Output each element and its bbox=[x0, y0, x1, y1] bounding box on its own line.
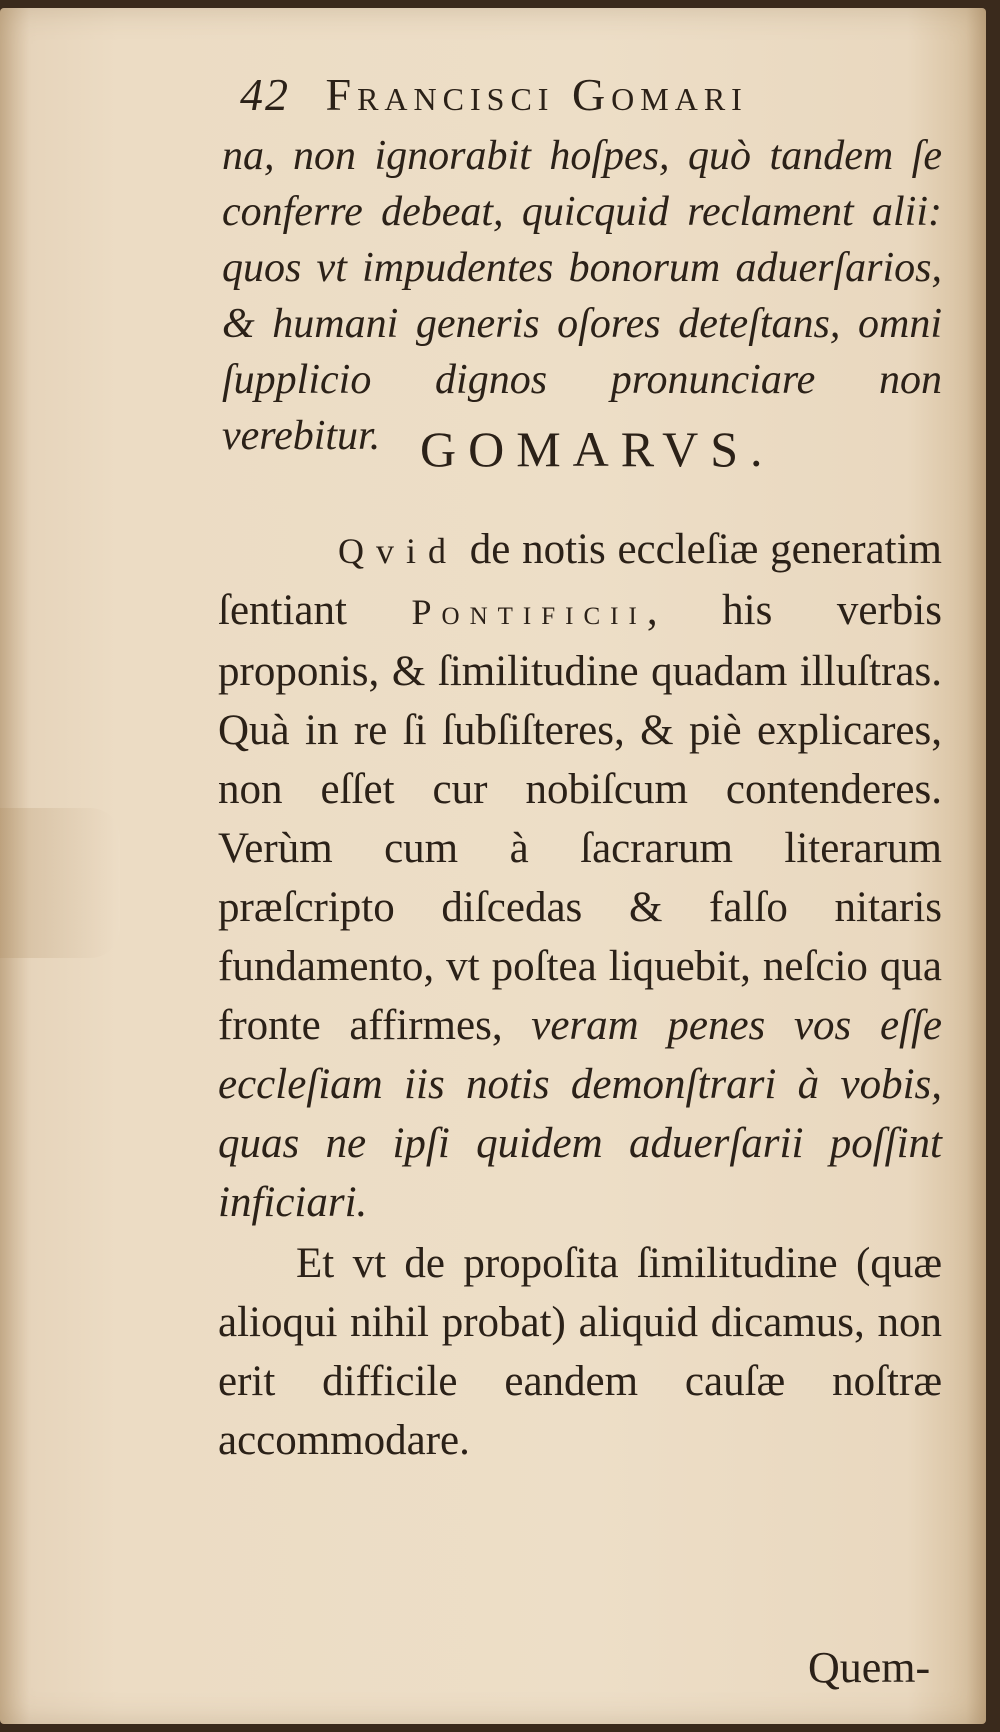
pontificii-name: Pontificii bbox=[411, 592, 647, 632]
italic-quotation: veram penes vos eſſe eccleſiam iis notis demonſtrari à vobis, quas ne ipſi quidem aduerſarii poſſint inficiari. bbox=[218, 1002, 943, 1226]
paragraph-1-text-b: , his verbis proponis, & ſimilitudine quadam illuſtras. Quà in re ſi ſubſiſteres, & piè explicares, non eſſet cur nobiſcum contenderes. Verùm cum à ſacrarum literarum præſcripto diſcedas & falſo nitaris fundamento, vt poſtea liquebit, neſcio qua fronte affirmes, bbox=[218, 587, 942, 1049]
book-page bbox=[0, 8, 986, 1724]
running-header bbox=[240, 68, 940, 128]
paragraph-1-text-a: de notis eccleſiæ generatim ſentiant bbox=[218, 526, 942, 634]
running-title: Francisci Gomari bbox=[325, 69, 748, 120]
body-text bbox=[218, 520, 942, 1470]
page-fold-shadow bbox=[0, 808, 120, 958]
paragraph-2: Et vt de propoſita ſimilitudine (quæ alioqui nihil probat) aliquid dicamus, non erit difficile eandem cauſæ noſtræ accommodare. bbox=[218, 1240, 942, 1464]
paragraph-1 bbox=[218, 520, 942, 1232]
catchword: Quem- bbox=[808, 1643, 931, 1692]
page-number: 42 bbox=[240, 69, 290, 120]
intro-italic-paragraph: na, non ignorabit hoſpes, quò tandem ſe conferre debeat, quicquid reclament alii: quos vt impudentes bonorum aduerſarios, & humani generis oſores deteſtans, omni ſupplicio dignos pronunciare non verebitur. bbox=[222, 133, 942, 459]
initial-word: Qvid bbox=[338, 531, 458, 571]
section-heading: GOMARVS. bbox=[420, 421, 775, 477]
